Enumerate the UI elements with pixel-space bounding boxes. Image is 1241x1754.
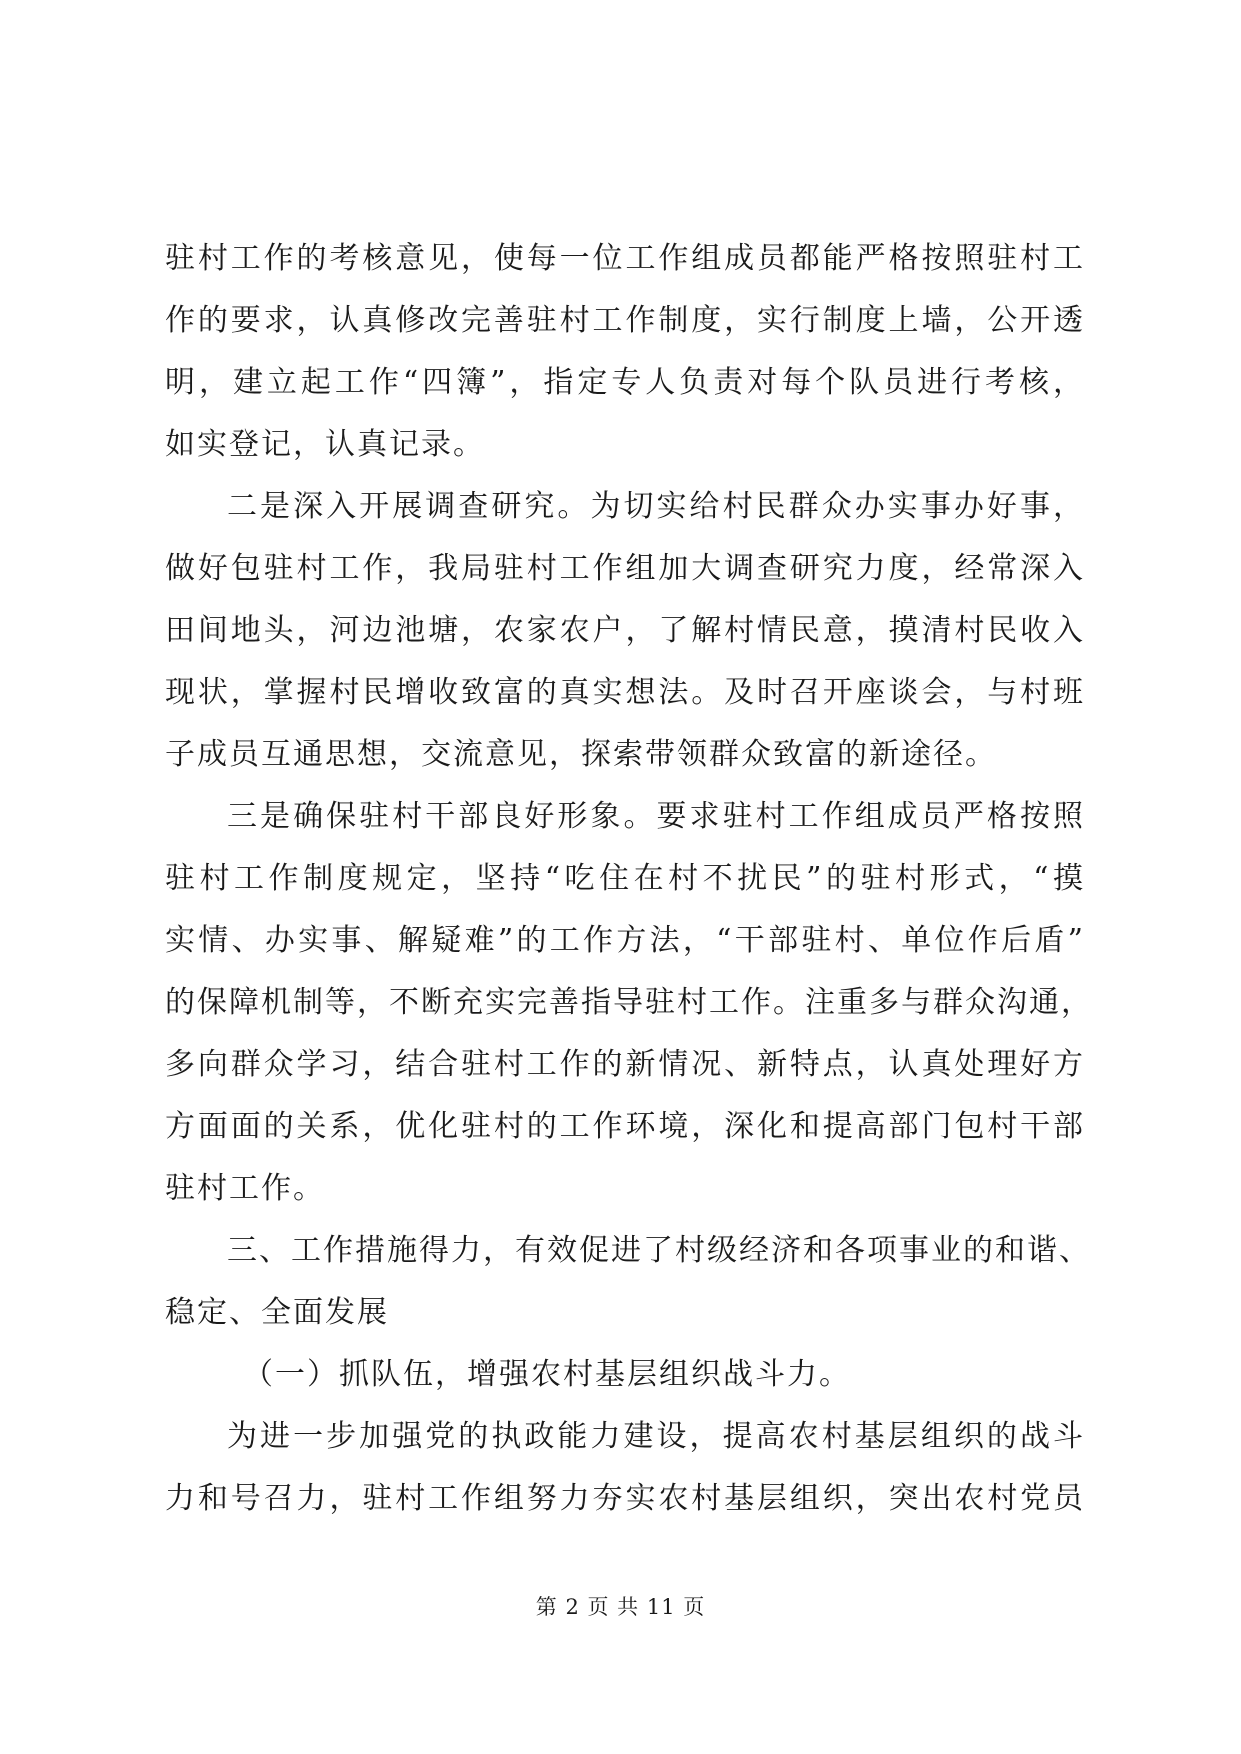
text-line: 驻村工作。 — [165, 1171, 325, 1206]
text-line: 现状，掌握村民增收致富的真实想法。及时召开座谈会，与村班 — [165, 675, 1085, 710]
paragraph-first-line: 二是深入开展调查研究。为切实给村民群众办实事办好事， — [227, 489, 1085, 524]
text-line: 多向群众学习，结合驻村工作的新情况、新特点，认真处理好方 — [165, 1047, 1085, 1082]
text-line: 子成员互通思想，交流意见，探索带领群众致富的新途径。 — [165, 737, 997, 772]
text-line: 驻村工作制度规定，坚持“吃住在村不扰民”的驻村形式，“摸 — [165, 861, 1085, 896]
text-line: 的保障机制等，不断充实完善指导驻村工作。注重多与群众沟通， — [165, 985, 1093, 1020]
text-line: 方面面的关系，优化驻村的工作环境，深化和提高部门包村干部 — [165, 1109, 1085, 1144]
text-line: 力和号召力，驻村工作组努力夯实农村基层组织，突出农村党员 — [165, 1481, 1085, 1516]
subsection-heading: （一）抓队伍，增强农村基层组织战斗力。 — [243, 1357, 851, 1392]
page-number-footer: 第 2 页 共 11 页 — [535, 1595, 706, 1619]
section-heading-continued: 稳定、全面发展 — [165, 1295, 389, 1330]
text-line: 作的要求，认真修改完善驻村工作制度，实行制度上墙，公开透 — [165, 303, 1085, 338]
paragraph-first-line: 三是确保驻村干部良好形象。要求驻村工作组成员严格按照 — [227, 799, 1085, 834]
text-line: 如实登记，认真记录。 — [165, 427, 485, 462]
text-line: 田间地头，河边池塘，农家农户，了解村情民意，摸清村民收入 — [165, 613, 1085, 648]
section-heading: 三、工作措施得力，有效促进了村级经济和各项事业的和谐、 — [227, 1233, 1091, 1268]
text-line: 明，建立起工作“四簿”，指定专人负责对每个队员进行考核， — [165, 365, 1085, 400]
text-line: 做好包驻村工作，我局驻村工作组加大调查研究力度，经常深入 — [165, 551, 1085, 586]
text-line: 实情、办实事、解疑难”的工作方法，“干部驻村、单位作后盾” — [165, 923, 1085, 958]
paragraph-first-line: 为进一步加强党的执政能力建设，提高农村基层组织的战斗 — [227, 1419, 1085, 1454]
document-body — [165, 228, 1093, 1530]
text-line: 驻村工作的考核意见，使每一位工作组成员都能严格按照驻村工 — [165, 241, 1085, 276]
